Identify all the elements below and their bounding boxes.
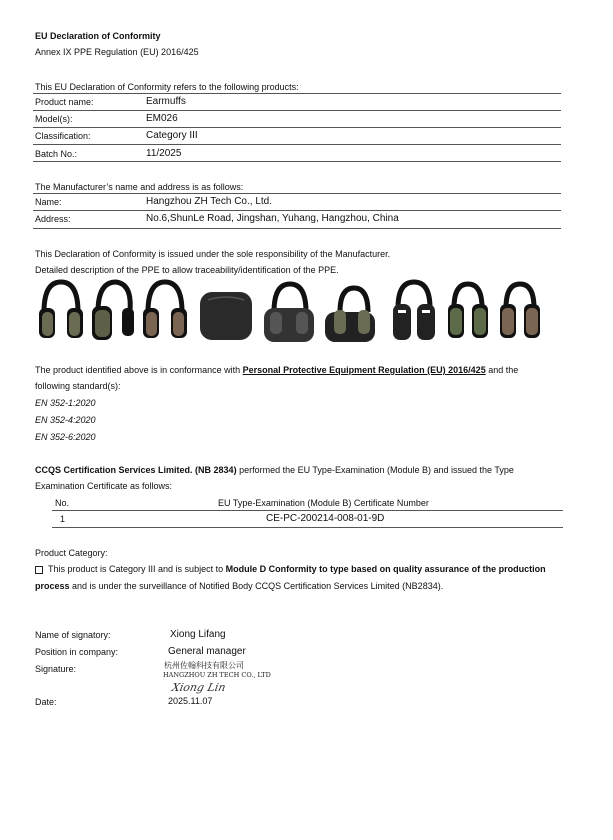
signatory-name-label: Name of signatory: <box>35 630 111 640</box>
checkbox-icon <box>35 566 43 574</box>
position-value: General manager <box>168 646 246 657</box>
category-module: Module D Conformity to type based on quality assurance of the production <box>225 564 546 574</box>
carrying-case-image <box>260 278 318 346</box>
table-line <box>33 193 561 194</box>
description-text: Detailed description of the PPE to allow traceability/identification of the PPE. <box>35 265 339 275</box>
table-line <box>33 127 561 128</box>
category-process: process <box>35 581 70 591</box>
product-name-label: Product name: <box>35 97 94 107</box>
cert-row-number: CE-PC-200214-008-01-9D <box>266 513 385 524</box>
date-label: Date: <box>35 697 57 707</box>
batch-value: 11/2025 <box>146 148 182 159</box>
regulation-name: Personal Protective Equipment Regulation (EU) 2016/425 <box>242 365 486 375</box>
standard-item: EN 352-4:2020 <box>35 415 96 425</box>
conformance-line <box>35 365 518 375</box>
table-line <box>33 110 561 111</box>
manufacturer-address-value: No.6,ShunLe Road, Jingshan, Yuhang, Hangzhou, China <box>146 213 399 224</box>
company-stamp-cn: 杭州佐翰科技有限公司 <box>164 661 244 670</box>
table-line <box>52 510 563 511</box>
manufacturer-name-label: Name: <box>35 197 62 207</box>
classification-label: Classification: <box>35 131 91 141</box>
certification-line <box>35 465 514 475</box>
position-label: Position in company: <box>35 647 119 657</box>
table-line <box>33 161 561 162</box>
table-line <box>52 527 563 528</box>
certification-line-2: Examination Certificate as follows: <box>35 481 173 491</box>
earmuff-image <box>88 278 138 346</box>
earmuff-image <box>140 278 190 346</box>
conformance-text-after: and the <box>485 365 519 375</box>
category-heading: Product Category: <box>35 548 108 558</box>
certification-text: performed the EU Type-Examination (Module B) and issued the Type <box>236 465 514 475</box>
manufacturer-address-label: Address: <box>35 214 71 224</box>
company-stamp-en: HANGZHOU ZH TECH CO., LTD <box>163 671 271 679</box>
table-line <box>33 210 561 211</box>
product-images <box>36 278 546 348</box>
handwritten-signature: Xiong Lin <box>170 681 227 694</box>
batch-label: Batch No.: <box>35 149 78 159</box>
standard-item: EN 352-6:2020 <box>35 432 96 442</box>
products-intro: This EU Declaration of Conformity refers to the following products: <box>35 82 299 92</box>
table-line <box>33 228 561 229</box>
table-line <box>33 93 561 94</box>
category-line <box>35 564 546 574</box>
signature-label: Signature: <box>35 664 77 674</box>
carrying-case-image <box>322 278 378 346</box>
category-text-2: and is under the surveillance of Notified Body CCQS Certification Services Limited (NB2834). <box>69 581 444 591</box>
cert-col-no: No. <box>55 498 70 508</box>
document-subtitle: Annex IX PPE Regulation (EU) 2016/425 <box>35 47 199 57</box>
cert-row-no: 1 <box>60 514 66 524</box>
product-name-value: Earmuffs <box>146 96 186 107</box>
model-value: EM026 <box>146 113 178 124</box>
earmuff-image <box>444 278 492 346</box>
document-title: EU Declaration of Conformity <box>35 31 161 41</box>
earmuff-image <box>496 278 544 346</box>
signatory-name-value: Xiong Lifang <box>170 629 226 640</box>
model-label: Model(s): <box>35 114 73 124</box>
category-line-2 <box>35 581 443 591</box>
notified-body-name: CCQS Certification Services Limited. (NB 2834) <box>35 465 237 475</box>
table-line <box>33 144 561 145</box>
conformance-line-2: following standard(s): <box>35 381 121 391</box>
manufacturer-name-value: Hangzhou ZH Tech Co., Ltd. <box>146 196 272 207</box>
cert-col-number: EU Type-Examination (Module B) Certificate Number <box>218 498 429 508</box>
earmuff-image <box>36 278 86 346</box>
carrying-case-image <box>196 278 256 346</box>
manufacturer-intro: The Manufacturer’s name and address is as follows: <box>35 182 244 192</box>
date-value: 2025.11.07 <box>168 696 213 706</box>
classification-value: Category III <box>146 130 198 141</box>
responsibility-text: This Declaration of Conformity is issued under the sole responsibility of the Manufacturer. <box>35 249 391 259</box>
earmuff-image <box>388 278 440 346</box>
category-text: This product is Category III and is subject to <box>48 564 226 574</box>
standard-item: EN 352-1:2020 <box>35 398 96 408</box>
conformance-text: The product identified above is in conformance with <box>35 365 243 375</box>
